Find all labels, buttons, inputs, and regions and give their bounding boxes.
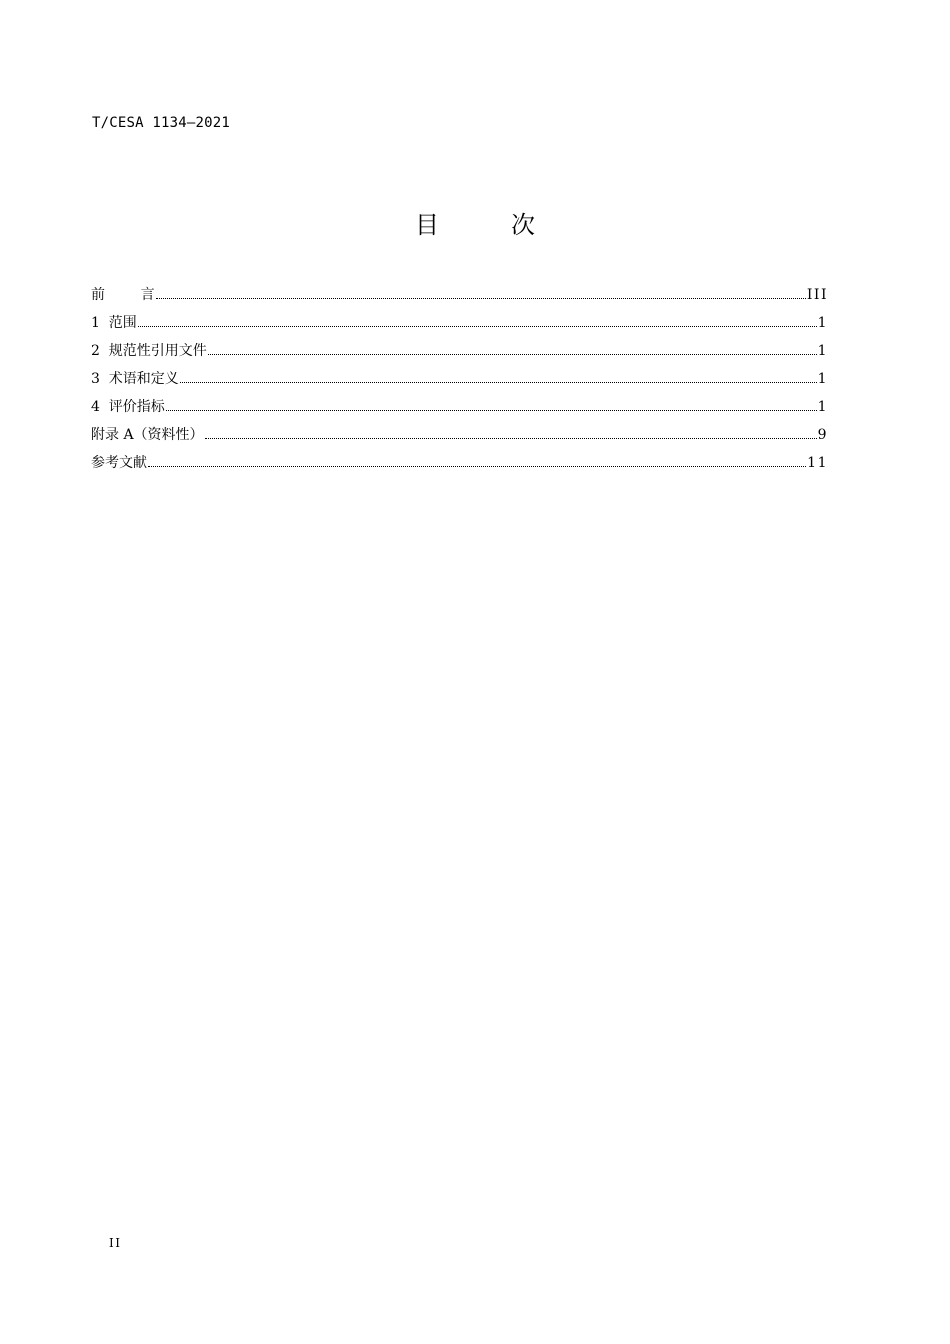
toc-entry-label: 1 范围: [91, 315, 137, 331]
toc-entry-page: 11: [807, 455, 828, 471]
toc-title-char-1: 目: [415, 211, 439, 239]
toc-entry-bibliography[interactable]: [91, 453, 828, 481]
page-number: II: [109, 1236, 122, 1250]
toc-dot-leader: [208, 353, 817, 355]
toc-title: [0, 205, 950, 240]
toc-entry-appendix-a[interactable]: [91, 425, 828, 453]
toc-entry-page: III: [806, 287, 828, 303]
toc-entry-page: 9: [817, 427, 828, 443]
toc-entry-page: 1: [817, 399, 828, 415]
toc-entry-foreword[interactable]: [91, 285, 828, 313]
toc-dot-leader: [205, 437, 817, 439]
toc-entry-scope[interactable]: [91, 313, 828, 341]
toc-dot-leader: [138, 325, 817, 327]
toc-entry-label: 3 术语和定义: [91, 371, 179, 387]
toc-entry-evaluation-indicators[interactable]: [91, 397, 828, 425]
toc-entry-label: 附录 A（资料性）: [91, 427, 204, 443]
toc-dot-leader: [166, 409, 817, 411]
toc-entry-page: 1: [817, 343, 828, 359]
document-number: T/CESA 1134—2021: [92, 115, 231, 131]
toc-entry-label: 参考文献: [91, 455, 147, 471]
toc-entry-label: 2 规范性引用文件: [91, 343, 207, 359]
toc-dot-leader: [156, 297, 806, 299]
toc-entry-page: 1: [817, 371, 828, 387]
toc-dot-leader: [148, 465, 806, 467]
table-of-contents: [91, 285, 828, 481]
toc-dot-leader: [180, 381, 817, 383]
toc-entry-terms-definitions[interactable]: [91, 369, 828, 397]
toc-entry-page: 1: [817, 315, 828, 331]
toc-title-char-2: 次: [511, 211, 535, 239]
toc-entry-normative-references[interactable]: [91, 341, 828, 369]
toc-entry-label: 前 言: [91, 287, 155, 303]
toc-entry-label: 4 评价指标: [91, 399, 165, 415]
